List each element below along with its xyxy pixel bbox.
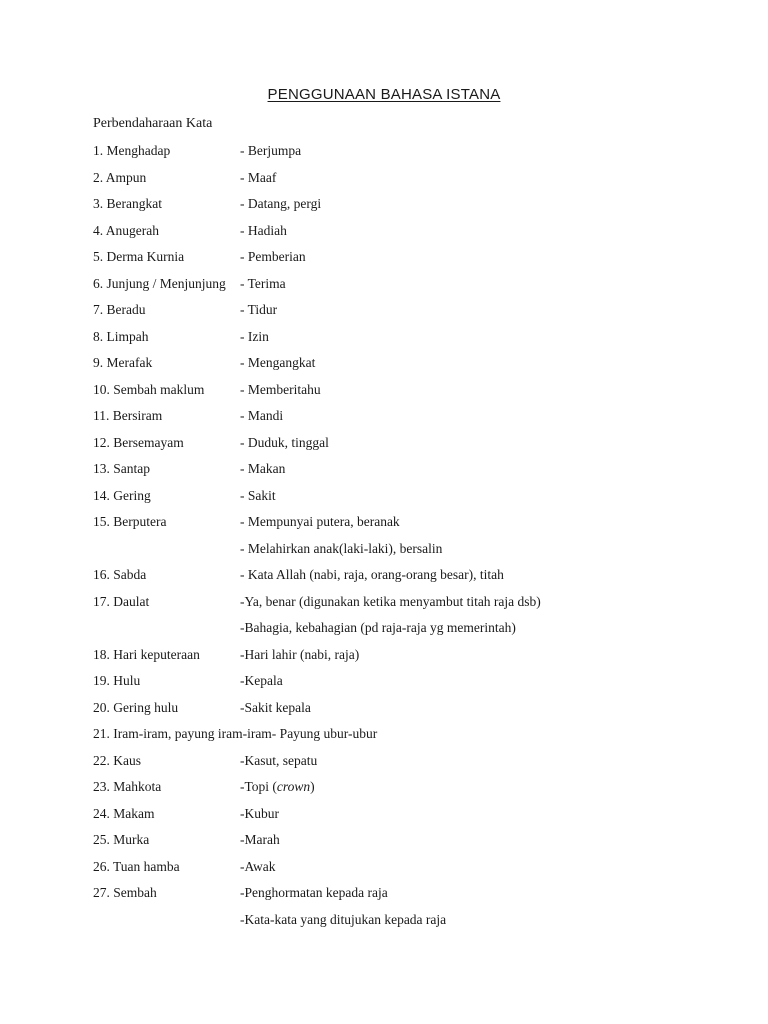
- entry-term: 4. Anugerah: [93, 222, 159, 238]
- entry-term: 7. Beradu: [93, 302, 146, 317]
- list-item: [93, 434, 713, 461]
- entry-meaning: - Izin: [240, 328, 269, 344]
- entry-meaning: -Kepala: [240, 673, 283, 688]
- list-item: [93, 911, 713, 938]
- list-item: [93, 831, 713, 858]
- page-title: PENGGUNAAN BAHASA ISTANA: [267, 86, 501, 103]
- entry-meaning: - Kata Allah (nabi, raja, orang-orang besar), titah: [240, 567, 504, 582]
- entry-meaning: -Kata-kata yang ditujukan kepada raja: [240, 911, 447, 927]
- entry-meaning: -Sakit kepala: [240, 699, 311, 715]
- entry-term: 6. Junjung / Menjunjung: [93, 275, 226, 291]
- entry-meaning-italic: crown: [276, 779, 311, 794]
- list-item: [93, 858, 713, 885]
- entry-term: 14. Gering: [93, 487, 151, 503]
- entry-term: 2. Ampun: [93, 169, 147, 185]
- entry-meaning-prefix: -Topi (: [240, 779, 277, 794]
- entry-meaning-suffix: ): [310, 779, 315, 794]
- entry-meaning: - Makan: [240, 461, 286, 476]
- entry-meaning: -Kasut, sepatu: [240, 752, 318, 768]
- list-item: [93, 593, 713, 620]
- entry-meaning: - Terima: [240, 275, 286, 291]
- entry-term: 17. Daulat: [93, 593, 150, 609]
- list-item: [93, 354, 713, 381]
- entry-meaning: - Tidur: [240, 302, 278, 317]
- section-subtitle: Perbendaharaan Kata: [93, 116, 213, 131]
- list-item: [93, 805, 713, 832]
- list-item: [93, 540, 713, 567]
- list-item: [93, 275, 713, 302]
- list-item: [93, 513, 713, 540]
- list-item: [93, 142, 713, 169]
- entry-meaning: - Berjumpa: [240, 143, 302, 158]
- entry-meaning: - Datang, pergi: [240, 196, 322, 211]
- entry-meaning: - Memberitahu: [240, 381, 321, 397]
- entry-meaning: [240, 778, 315, 796]
- entry-term: 9. Merafak: [93, 355, 153, 370]
- list-item: [93, 222, 713, 249]
- entry-meaning: -Kubur: [240, 805, 279, 821]
- entry-meaning: -Awak: [240, 858, 276, 874]
- entry-term: 19. Hulu: [93, 673, 141, 688]
- entry-term: 3. Berangkat: [93, 196, 162, 211]
- list-item: [93, 169, 713, 196]
- entry-meaning: -Penghormatan kepada raja: [240, 885, 388, 900]
- entry-full-text: 21. Iram-iram, payung iram-iram- Payung ubur-ubur: [93, 726, 378, 741]
- list-item: [93, 248, 713, 275]
- entry-meaning: - Pemberian: [240, 249, 306, 264]
- list-item: [93, 646, 713, 673]
- entry-term: 26. Tuan hamba: [93, 858, 180, 874]
- list-item: [93, 487, 713, 514]
- entry-term: 1. Menghadap: [93, 143, 171, 158]
- list-item: [93, 699, 713, 726]
- list-item: [93, 381, 713, 408]
- entry-meaning: - Melahirkan anak(laki-laki), bersalin: [240, 540, 443, 556]
- list-item: [93, 195, 713, 222]
- entry-meaning: - Duduk, tinggal: [240, 434, 329, 450]
- entry-meaning: - Mempunyai putera, beranak: [240, 514, 400, 529]
- entry-term: 8. Limpah: [93, 328, 149, 344]
- entry-term: 23. Mahkota: [93, 779, 162, 794]
- list-item: [93, 301, 713, 328]
- entry-meaning: - Mengangkat: [240, 355, 316, 370]
- entry-term: 22. Kaus: [93, 752, 141, 768]
- entry-term: 11. Bersiram: [93, 408, 163, 423]
- entry-term: 5. Derma Kurnia: [93, 249, 185, 264]
- entry-meaning: -Ya, benar (digunakan ketika menyambut titah raja dsb): [240, 593, 541, 609]
- list-item: [93, 566, 713, 593]
- list-item: [93, 672, 713, 699]
- list-item: [93, 460, 713, 487]
- entry-meaning: -Hari lahir (nabi, raja): [240, 646, 360, 662]
- entry-meaning: - Maaf: [240, 169, 277, 185]
- list-item: [93, 619, 713, 646]
- list-item: [93, 752, 713, 779]
- entry-term: 20. Gering hulu: [93, 699, 179, 715]
- entry-term: 10. Sembah maklum: [93, 381, 205, 397]
- entry-term: 15. Berputera: [93, 514, 167, 529]
- entry-term: 12. Bersemayam: [93, 434, 184, 450]
- entry-meaning: - Hadiah: [240, 222, 287, 238]
- entry-meaning: - Sakit: [240, 487, 276, 503]
- entry-term: 18. Hari keputeraan: [93, 646, 200, 662]
- entry-meaning: -Bahagia, kebahagian (pd raja-raja yg memerintah): [240, 620, 516, 635]
- list-item: [93, 328, 713, 355]
- list-item: [93, 407, 713, 434]
- vocabulary-list: [93, 142, 713, 937]
- entry-meaning: - Mandi: [240, 408, 284, 423]
- entry-term: 25. Murka: [93, 832, 150, 847]
- list-item: [93, 884, 713, 911]
- entry-term: 13. Santap: [93, 461, 150, 476]
- list-item: [93, 725, 713, 752]
- entry-meaning: -Marah: [240, 832, 280, 847]
- list-item: [93, 778, 713, 805]
- entry-term: 16. Sabda: [93, 567, 147, 582]
- entry-term: 24. Makam: [93, 805, 155, 821]
- entry-term: 27. Sembah: [93, 885, 157, 900]
